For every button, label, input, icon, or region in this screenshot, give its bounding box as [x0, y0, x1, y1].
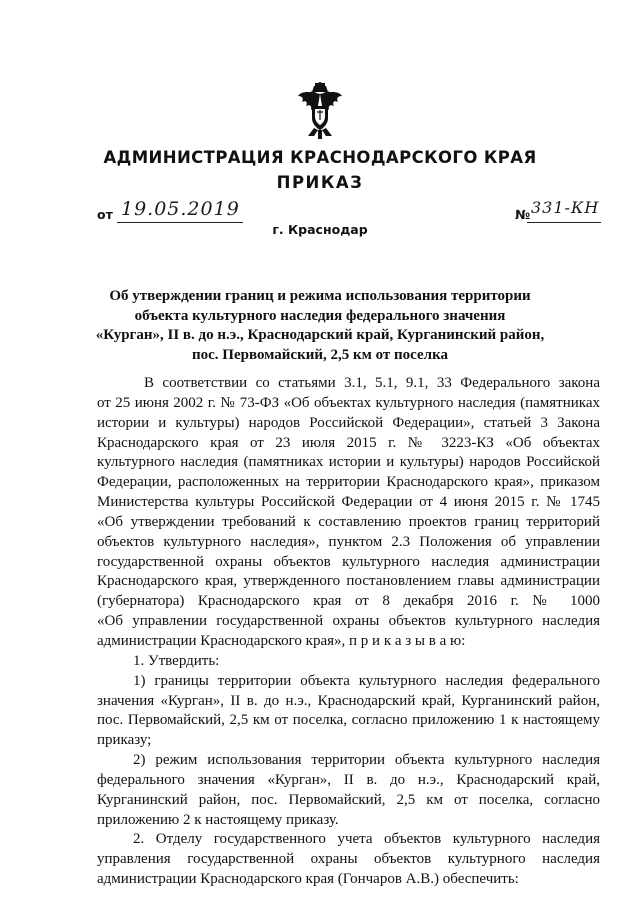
body-line: федерального значения «Курган», II в. до н.э., Краснодарский край, [97, 771, 600, 788]
city-name: г. Краснодар [272, 222, 368, 237]
body-line: от 25 июня 2002 г. № 73-ФЗ «Об объектах культурного наследия (памятниках [97, 394, 600, 411]
title-line: пос. Первомайский, 2,5 км от поселка [191, 346, 449, 363]
body-line: Федерации, расположенных на территории Краснодарского края», приказом [97, 474, 600, 491]
body-line: государственной охраны объектов культурного наследия администрации [97, 553, 600, 570]
title-line: «Курган», II в. до н.э., Краснодарский край, Курганинский район, [95, 327, 545, 343]
date-label: от [97, 207, 113, 222]
number-handwritten: 331-КН [531, 198, 600, 217]
body-line: администрации Краснодарского края», п р и к а з ы в а ю: [97, 632, 466, 649]
body-line: «Об управлении государственной охраны объектов культурного наследия [97, 613, 600, 630]
body-line: 2) режим использования территории объекта культурного наследия [133, 752, 600, 769]
body-line: Курганинский район, пос. Первомайский, 2,5 км от поселка, согласно [97, 791, 600, 808]
number-label: № [515, 207, 531, 222]
body-line: 2. Отделу государственного учета объектов культурного наследия [133, 831, 600, 848]
body-line: Краснодарского края, утвержденного постановлением главы администрации [97, 573, 600, 590]
body-line: Краснодарского края от 23 июля 2015 г. № 3223-КЗ «Об объектах [97, 434, 600, 451]
document-body [97, 374, 600, 890]
body-line: приложению 2 к настоящему приказу. [97, 811, 339, 828]
body-line: истории и культуры) народов Российской Федерации», статьей 3 Закона [97, 414, 600, 431]
coat-of-arms-icon [296, 82, 344, 140]
body-line: пос. Первомайский, 2,5 км от поселка, согласно приложению 1 к настоящему [97, 712, 600, 729]
body-line: «Об утверждении требований к составлению проектов границ территорий [97, 513, 600, 530]
body-line: 1. Утвердить: [133, 652, 220, 669]
date-handwritten: 19.05.2019 [121, 198, 240, 220]
document-type: ПРИКАЗ [276, 173, 364, 192]
body-line: значения «Курган», II в. до н.э., Краснодарский край, Курганинский район, [97, 692, 600, 709]
title-line: Об утверждении границ и режима использования территории [109, 288, 531, 304]
body-line: управления государственной охраны объектов культурного наследия [97, 851, 600, 868]
body-line: администрации Краснодарского края (Гончаров А.В.) обеспечить: [97, 871, 519, 888]
title-line: объекта культурного наследия федерального значения [134, 307, 506, 324]
body-line: приказу; [97, 732, 152, 749]
body-line: 1) границы территории объекта культурного наследия федерального [133, 672, 600, 689]
body-line: В соответствии со статьями 3.1, 5.1, 9.1, 33 Федерального закона [144, 375, 600, 391]
body-line: (губернатора) Краснодарского края от 8 декабря 2016 г. № 1000 [97, 593, 600, 610]
document-title [40, 287, 600, 365]
body-line: объектов культурного наследия», пунктом 2.3 Положения об управлении [97, 533, 600, 550]
body-line: Министерства культуры Российской Федерации от 4 июня 2015 г. № 1745 [97, 494, 600, 511]
body-line: культурного наследия (памятниках истории и культуры) народов Российской [97, 454, 600, 471]
organization-name: АДМИНИСТРАЦИЯ КРАСНОДАРСКОГО КРАЯ [103, 148, 537, 167]
